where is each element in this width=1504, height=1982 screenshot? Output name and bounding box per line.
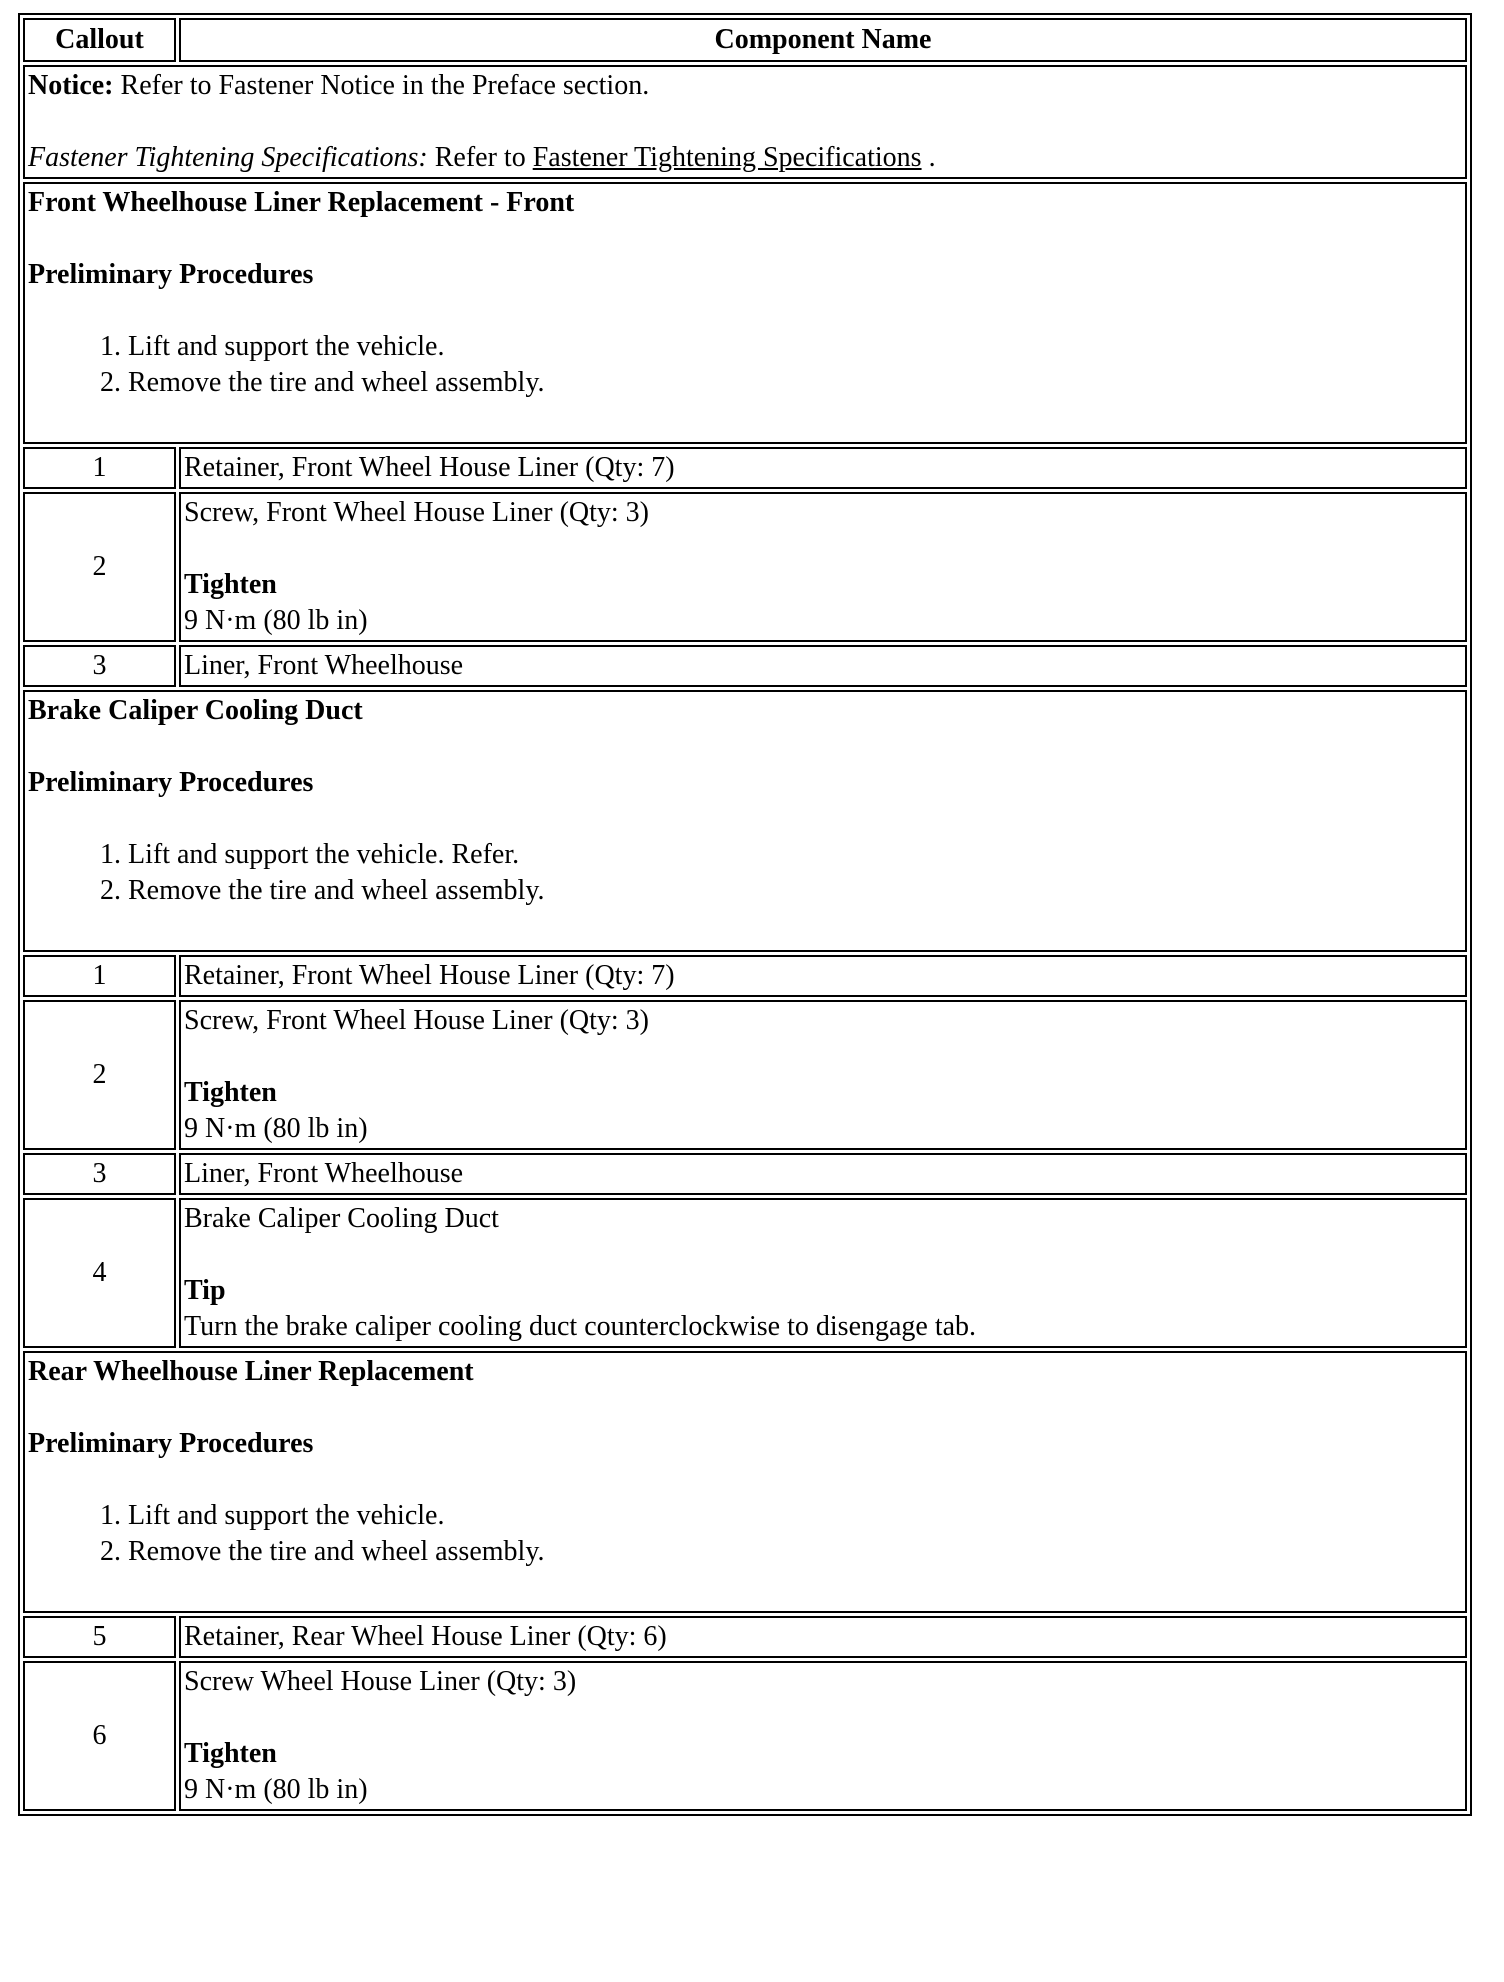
callout-cell: 5 [23, 1616, 176, 1658]
component-name: Screw Wheel House Liner (Qty: 3) [184, 1666, 577, 1697]
header-row [23, 18, 1467, 62]
section-row [23, 1351, 1467, 1613]
table-row [23, 1661, 1467, 1811]
component-name: Retainer, Rear Wheel House Liner (Qty: 6) [184, 1621, 667, 1652]
component-name: Retainer, Front Wheel House Liner (Qty: 7) [184, 960, 675, 991]
spec-link[interactable]: Fastener Tightening Specifications [532, 142, 922, 173]
component-cell [179, 1661, 1467, 1811]
sub-label: Tighten [184, 1077, 277, 1108]
callout-cell: 3 [23, 645, 176, 687]
component-name: Screw, Front Wheel House Liner (Qty: 3) [184, 1005, 649, 1036]
table-row [23, 955, 1467, 997]
step-item: 1. Lift and support the vehicle. [128, 1498, 1462, 1534]
notice-label: Notice: [28, 70, 114, 101]
preliminary-heading: Preliminary Procedures [28, 259, 314, 290]
callout-cell: 4 [23, 1198, 176, 1348]
section-cell [23, 1351, 1467, 1613]
component-cell [179, 492, 1467, 642]
component-name: Screw, Front Wheel House Liner (Qty: 3) [184, 497, 649, 528]
notice-cell [23, 65, 1467, 179]
table-row [23, 1198, 1467, 1348]
table-row [23, 1000, 1467, 1150]
component-name: Retainer, Front Wheel House Liner (Qty: 7) [184, 452, 675, 483]
component-name: Liner, Front Wheelhouse [184, 650, 464, 681]
notice-row [23, 65, 1467, 179]
sub-text: 9 N·m (80 lb in) [184, 1113, 368, 1144]
callout-cell: 6 [23, 1661, 176, 1811]
notice-text: Refer to Fastener Notice in the Preface section. [113, 70, 650, 101]
spec-text: Refer to [427, 142, 533, 173]
preliminary-heading: Preliminary Procedures [28, 767, 314, 798]
sub-label: Tip [184, 1275, 226, 1306]
table-row [23, 1153, 1467, 1195]
callout-cell: 1 [23, 955, 176, 997]
callout-header: Callout [23, 18, 176, 62]
component-name: Liner, Front Wheelhouse [184, 1158, 464, 1189]
section-title: Brake Caliper Cooling Duct [28, 695, 363, 726]
sub-label: Tighten [184, 1738, 277, 1769]
callout-cell: 1 [23, 447, 176, 489]
component-cell [179, 447, 1467, 489]
section-cell [23, 182, 1467, 444]
component-name-header: Component Name [179, 18, 1467, 62]
section-row [23, 182, 1467, 444]
step-list [28, 1498, 1462, 1570]
step-item: 2. Remove the tire and wheel assembly. [128, 873, 1462, 909]
sub-label: Tighten [184, 569, 277, 600]
step-item: 2. Remove the tire and wheel assembly. [128, 365, 1462, 401]
preliminary-heading: Preliminary Procedures [28, 1428, 314, 1459]
table-row [23, 447, 1467, 489]
spec-end: . [921, 142, 936, 173]
component-cell [179, 1000, 1467, 1150]
table-row [23, 492, 1467, 642]
section-title: Front Wheelhouse Liner Replacement - Front [28, 187, 575, 218]
section-cell [23, 690, 1467, 952]
step-item: 2. Remove the tire and wheel assembly. [128, 1534, 1462, 1570]
component-cell [179, 1198, 1467, 1348]
section-row [23, 690, 1467, 952]
callout-cell: 3 [23, 1153, 176, 1195]
callout-cell: 2 [23, 1000, 176, 1150]
component-table [18, 13, 1472, 1816]
sub-text: Turn the brake caliper cooling duct counterclockwise to disengage tab. [184, 1311, 977, 1342]
step-item: 1. Lift and support the vehicle. Refer. [128, 837, 1462, 873]
step-item: 1. Lift and support the vehicle. [128, 329, 1462, 365]
table-row [23, 645, 1467, 687]
sub-text: 9 N·m (80 lb in) [184, 1774, 368, 1805]
component-name: Brake Caliper Cooling Duct [184, 1203, 499, 1234]
component-cell [179, 645, 1467, 687]
component-cell [179, 1616, 1467, 1658]
component-cell [179, 955, 1467, 997]
section-title: Rear Wheelhouse Liner Replacement [28, 1356, 474, 1387]
step-list [28, 329, 1462, 401]
component-cell [179, 1153, 1467, 1195]
spec-label: Fastener Tightening Specifications: [28, 142, 428, 173]
step-list [28, 837, 1462, 909]
callout-cell: 2 [23, 492, 176, 642]
table-row [23, 1616, 1467, 1658]
sub-text: 9 N·m (80 lb in) [184, 605, 368, 636]
